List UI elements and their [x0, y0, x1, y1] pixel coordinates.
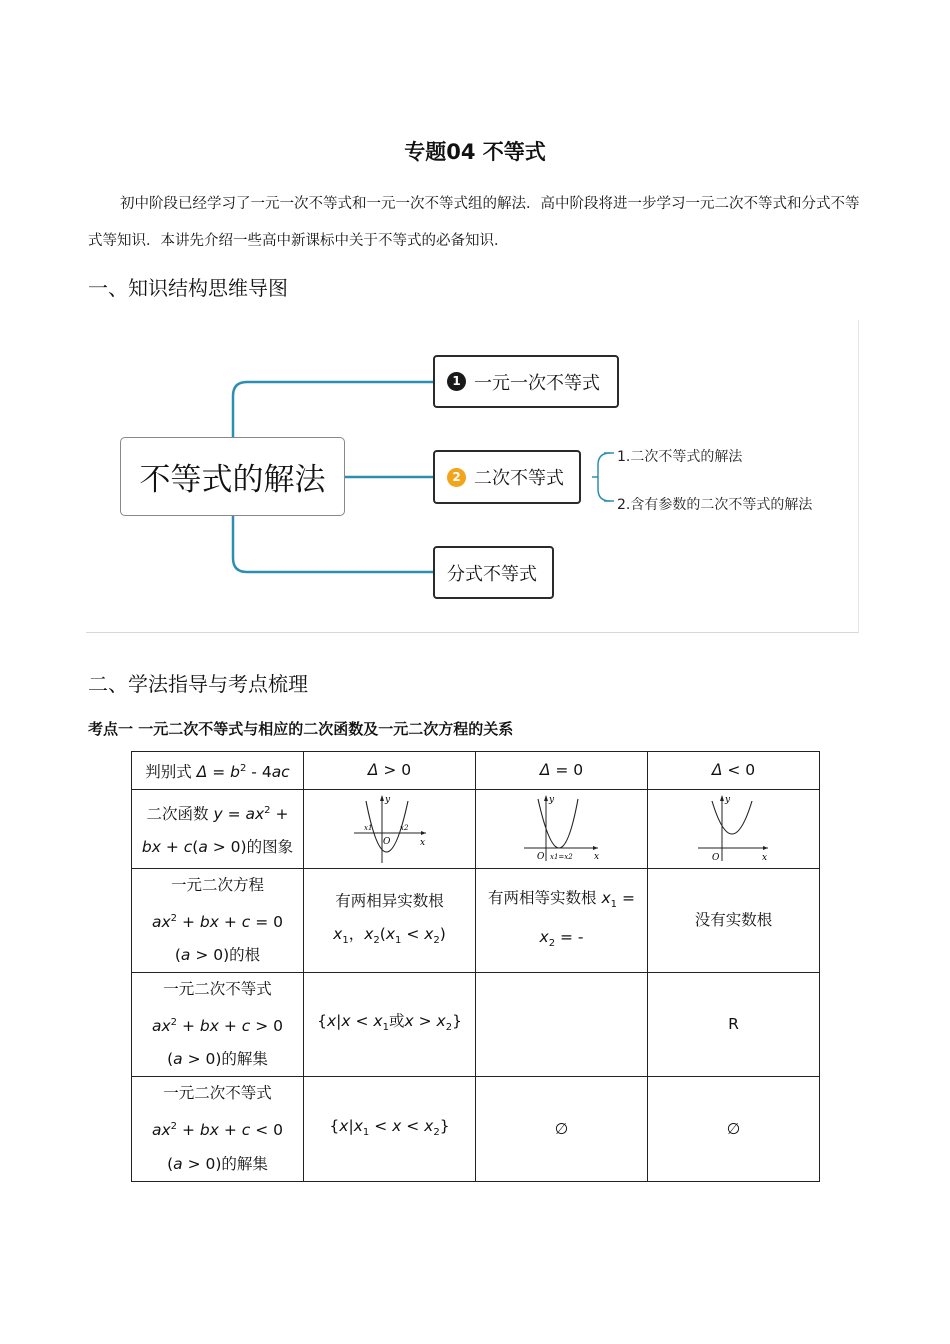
relation-table — [131, 751, 820, 1182]
row-label-lt-inequality: 一元二次不等式 $ax^2$ + bx + c < 0 (a > 0)的解集 — [132, 1077, 304, 1181]
svg-text:x: x — [761, 853, 767, 864]
table-row-graph — [132, 790, 820, 869]
svg-text:x1: x1 — [363, 824, 372, 833]
table-row-header — [132, 752, 820, 790]
mindmap-root-label: 不等式的解法 — [139, 462, 326, 498]
cell-lt-empty-set-1: ∅ — [476, 1077, 648, 1181]
svg-text:O: O — [536, 852, 544, 863]
connector-subitems — [592, 453, 610, 501]
cell-lt-solution-set: $\{x|x_1 < x < x_2\}$ — [304, 1077, 476, 1181]
parabola-two-roots-graph — [352, 793, 428, 865]
svg-text:x: x — [593, 852, 599, 863]
svg-text:y: y — [548, 795, 554, 806]
mindmap-branch-2-label: 二次不等式 — [474, 468, 564, 489]
svg-text:x: x — [419, 838, 425, 849]
cell-gt-solution-equal — [476, 973, 648, 1077]
header-delta-zero: Δ = 0 — [476, 752, 648, 790]
section-heading-guidance: 二、学法指导与考点梳理 — [88, 672, 308, 696]
mindmap-subitem-1: 1.二次不等式的解法 — [617, 449, 743, 465]
header-delta-positive: Δ > 0 — [304, 752, 476, 790]
svg-text:x1=x2: x1=x2 — [549, 853, 573, 862]
page-title: 专题04 不等式 — [404, 140, 546, 164]
mindmap-subitem-2: 2.含有参数的二次不等式的解法 — [617, 497, 813, 513]
kaodian-heading: 考点一 一元二次不等式与相应的二次函数及一元二次方程的关系 — [88, 720, 514, 738]
svg-text:O: O — [382, 837, 390, 848]
graph-cell-two-roots — [304, 790, 476, 869]
mindmap-branch-2 — [433, 450, 581, 504]
cell-two-equal-roots: 有两相等实数根 $x_1$ = $x_2$ = - — [476, 869, 648, 973]
table-row-roots — [132, 869, 820, 973]
svg-text:x2: x2 — [399, 824, 408, 833]
parabola-one-root-graph — [522, 793, 602, 865]
parabola-no-root-graph — [696, 793, 772, 865]
connector-branch3 — [233, 516, 433, 572]
mindmap-root — [120, 437, 345, 516]
svg-text:y: y — [724, 795, 730, 806]
table-row-lt-solution — [132, 1077, 820, 1181]
svg-text:O: O — [711, 853, 719, 864]
cell-gt-solution-set: {$x|x < x_1$或$x > x_2$} — [304, 973, 476, 1077]
graph-cell-no-root — [648, 790, 820, 869]
connector-branch1 — [233, 382, 433, 437]
header-delta-negative: Δ < 0 — [648, 752, 820, 790]
number-badge-2: 2 — [447, 468, 466, 487]
row-label-gt-inequality: 一元二次不等式 $ax^2$ + bx + c > 0 (a > 0)的解集 — [132, 973, 304, 1077]
cell-lt-empty-set-2: ∅ — [648, 1077, 820, 1181]
mindmap-branch-3 — [433, 546, 554, 599]
mindmap — [86, 320, 859, 633]
row-label-function-graph: 二次函数 $y = ax^2$ + bx + c(a > 0)的图象 — [132, 790, 304, 869]
cell-no-real-roots: 没有实数根 — [648, 869, 820, 973]
header-discriminant: 判别式 $\Delta = b^2 - 4ac$ — [132, 752, 304, 790]
mindmap-branch-1 — [433, 355, 619, 408]
table-row-gt-solution — [132, 973, 820, 1077]
cell-gt-solution-all: R — [648, 973, 820, 1077]
intro-paragraph: 初中阶段已经学习了一元一次不等式和一元一次不等式组的解法．高中阶段将进一步学习一元二次不等式和分式不等式等知识．本讲先介绍一些高中新课标中关于不等式的必备知识． — [88, 196, 860, 249]
cell-two-distinct-roots: 有两相异实数根 $x_1$，$x_2(x_1 < x_2)$ — [304, 869, 476, 973]
number-badge-1: 1 — [447, 372, 466, 391]
graph-cell-one-root — [476, 790, 648, 869]
mindmap-branch-3-label: 分式不等式 — [447, 563, 537, 585]
section-heading-mindmap: 一、知识结构思维导图 — [88, 276, 288, 300]
mindmap-branch-1-label: 一元一次不等式 — [474, 372, 600, 394]
row-label-equation-roots: 一元二次方程 $ax^2$ + bx + c = 0 (a > 0)的根 — [132, 869, 304, 973]
svg-text:y: y — [384, 795, 390, 806]
